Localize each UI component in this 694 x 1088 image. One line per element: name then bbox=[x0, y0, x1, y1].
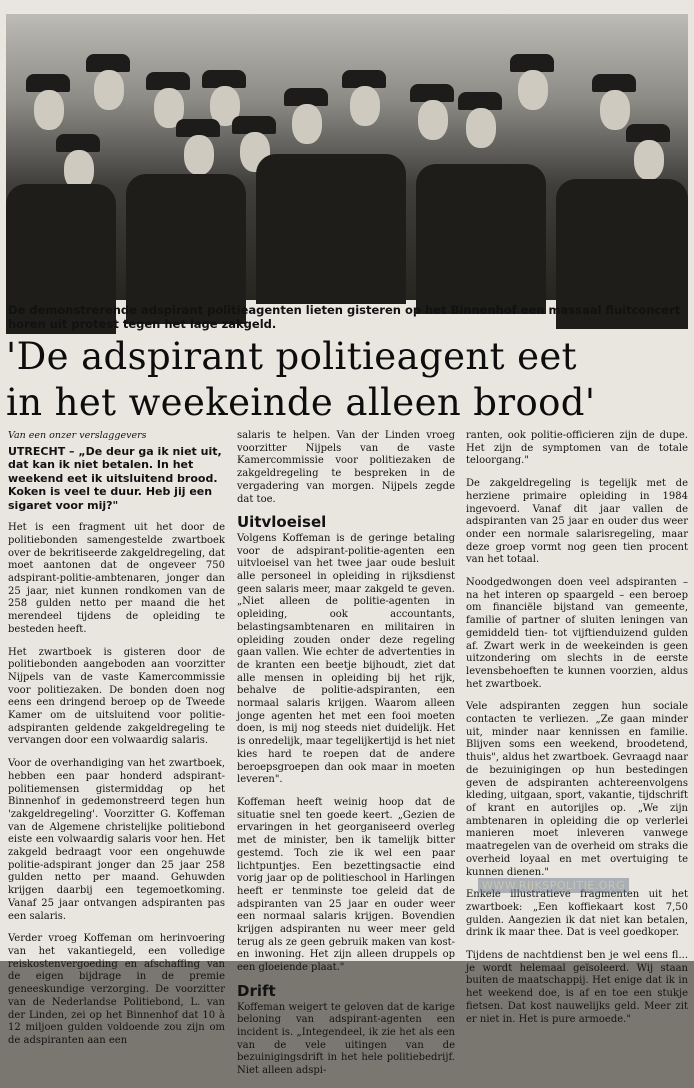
paragraph: salaris te helpen. Van der Linden vroeg voorzitter Nijpels van de vaste Kamercommissie voor politiezaken de zakgeldregeling te bespreken in de vergadering van morgen. Nijpels zegde dat toe. bbox=[237, 430, 455, 505]
paragraph: ranten, ook politie-officieren zijn de dupe. Het zijn de symptomen van de totale teloorgang." bbox=[466, 430, 688, 467]
article-column-1 bbox=[8, 430, 225, 1058]
paragraph: De zakgeldregeling is tegelijk met de herziene primaire opleiding in 1984 ingevoerd. Vanaf dit jaar vallen de adspiranten van 25 jaar en ouder dus weer onder een normale salarisregeling, maar deze groep vormt nog geen tien procent van het totaal. bbox=[466, 478, 688, 566]
paragraph: Het zwartboek is gisteren door de politiebonden aangeboden aan voorzitter Nijpels van de vaste Kamercommissie voor politiezaken. De bonden doen nog eens een dringend beroep op de Tweede Kamer om de uitsluitend voor politie-adspiranten geldende zakgeldregeling te vervangen door een volwaardig salaris. bbox=[8, 646, 225, 747]
article-lead: UTRECHT – „De deur ga ik niet uit, dat kan ik niet betalen. In het weekend eet ik uitsluitend brood. Koken is veel te duur. Heb jij een sigaret voor mij?" bbox=[8, 444, 222, 512]
paragraph: Vele adspiranten zeggen hun sociale contacten te verliezen. „Ze gaan minder uit, minder naar kennissen en familie. Blijven soms een weekend, broodetend, thuis", aldus het zwartboek. Gevraagd naar de bezuinigingen op hun bestedingen geven de adspiranten achtereenvolgens kleding, uitgaan, sport, vakantie, tijdschrift of krant en autorijles op. „We zijn ambtenaren in opleiding die op verlerlei manieren moet inleveren vanwege maatregelen van de overheid om straks die overheid loyaal en met overtuiging te kunnen dienen." bbox=[466, 701, 688, 878]
paragraph: Koffeman weigert te geloven dat de karige beloning van adspirant-agenten een incident is. „Integendeel, ik zie het als een van de vele uitingen van de bezuinigingsdrift in het hele politiebedrijf. Niet alleen adspi- bbox=[237, 1001, 455, 1077]
paragraph: Enkele illustratieve fragmenten uit het zwartboek: „Een koffiekaart kost 7,50 gulden. Aangezien ik dat niet kan betalen, drink ik maar thee. Dat is veel goedkoper. bbox=[466, 889, 688, 939]
paragraph: Noodgedwongen doen veel adspiranten – na het interen op spaargeld – een beroep om financiële bijstand van gemeente, familie of partner of sluiten leningen van gemiddeld tien- tot vijftienduizend gulden af. Zwart werk in de weekeinden is geen uitzondering om slechts in de eerste levensbehoeften te kunnen voorzien, aldus het zwartboek. bbox=[466, 577, 688, 690]
paragraph: Koffeman heeft weinig hoop dat de situatie snel ten goede keert. „Gezien de ervaringen in het georganiseerd overleg met de minister, ben ik tamelijk bitter gestemd. Toch zie ik wel een paar lichtpuntjes. Een bezettingsactie eind vorig jaar op de politieschool in Harlingen heeft er tenminste toe geleid dat de adspiranten van 25 jaar en ouder weer een normaal salaris krijgen. Bovendien krijgen adspiranten nu weer meer geld terug als ze geen gebruik maken van kost- en inwoning. Het zijn alleen druppels op een gloeiende plaat." bbox=[237, 796, 455, 974]
article-column-3 bbox=[466, 430, 688, 1036]
subheading-drift: Drift bbox=[237, 981, 276, 1000]
paragraph: Volgens Koffeman is de geringe betaling voor de adspirant-politie-agenten een uitvloeisel van het twee jaar oude besluit alle personeel in opleiding in rijksdienst geen salaris meer, maar zakgeld te geven. „Niet alleen de politie-agenten in opleiding, ook accountants, belastingsambtenaren en militairen in opleiding zouden onder deze regeling gaan vallen. Wie echter de advertenties in de kranten een beetje bijhoudt, ziet dat alle mensen in opleiding bij het rijk, behalve de politie-adspiranten, een normaal salaris krijgen. Waarom alleen jonge agenten het met een fooi moeten doen, is mij nog steeds niet duidelijk. Het is onredelijk, maar tegelijkertijd is het niet kies hard te roepen dat de andere beroepsgroepen dan ook maar in moeten leveren". bbox=[237, 532, 455, 786]
article-column-2 bbox=[237, 430, 455, 1088]
headline-line-1: 'De adspirant politieagent eet bbox=[6, 335, 577, 378]
headline bbox=[6, 334, 690, 426]
photo-caption: De demonstrerende adspirant politieagenten lieten gisteren op het Binnenhof een massaal fluitconcert horen uit protest tegen het lage zakgeld. bbox=[8, 303, 681, 331]
paragraph: Het is een fragment uit het door de politiebonden samengestelde zwartboek over de bekritiseerde zakgeldregeling, dat moet aantonen dat de ongeveer 750 adspirant-politie-ambtenaren, jonger dan 25 jaar, niet kunnen rondkomen van de 258 gulden netto per maand die het merendeel tijdens de opleiding te besteden heeft. bbox=[8, 522, 225, 635]
byline: Van een onzer verslaggevers bbox=[8, 430, 147, 441]
paragraph: Tijdens de nachtdienst ben je wel eens fl... je wordt helemaal geïsoleerd. Wij staan buiten de maatschappij. Het enige dat ik in het weekend doe, is af en toe een stukje fietsen. Dat kost nauwelijks geld. Meer zit er niet in. Het is pure armoede." bbox=[466, 950, 688, 1025]
website-watermark: WWW.RIJKSPOLITIE.ORG bbox=[478, 878, 629, 893]
paragraph: Voor de overhandiging van het zwartboek, hebben een paar honderd adspirant-politiemensen gistermiddag op het Binnenhof in gedemonstreerd tegen hun 'zakgeldregeling'. Voorzitter G. Koffeman van de Algemene christelijke politiebond eiste een volwaardig salaris voor hen. Het zakgeld bedraagt voor een ongehuwde politie-adspirant jonger dan 25 jaar 258 gulden netto per maand. Gehuwden krijgen daarbij een tegemoetkoming. Vanaf 25 jaar ontvangen adspiranten pas een salaris. bbox=[8, 758, 225, 922]
paragraph: Verder vroeg Koffeman om herinvoering van het vakantiegeld, een volledige reiskostenvergoeding en afschaffing van de eigen bijdrage in de premie geneeskundige verzorging. De voorzitter van de Nederlandse Politiebond, L. van der Linden, zei op het Binnenhof dat 10 à 12 miljoen gulden voldoende zou zijn om de adspiranten aan een bbox=[8, 933, 225, 1046]
headline-line-2: in het weekeinde alleen brood' bbox=[6, 381, 596, 424]
subheading-uitvloeisel: Uitvloeisel bbox=[237, 513, 327, 532]
demonstration-photo bbox=[6, 14, 688, 300]
